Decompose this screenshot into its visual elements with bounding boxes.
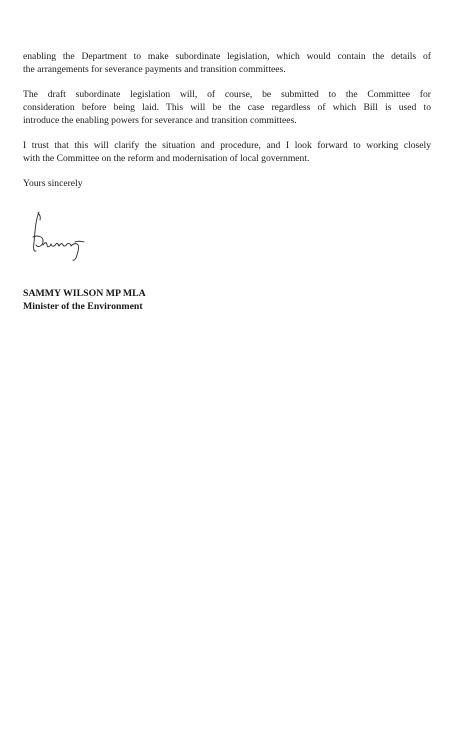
paragraph-line: enabling the Department to make subordinate legislation, which would contain the details of	[23, 51, 431, 62]
signature-block	[23, 288, 146, 313]
paragraph-line: consideration before being laid. This will be the case regardless of which Bill is used to	[23, 102, 431, 113]
signatory-name: SAMMY WILSON MP MLA	[23, 288, 146, 299]
paragraph-line: the arrangements for severance payments and transition committees.	[23, 64, 286, 75]
paragraph-draft-legislation	[23, 88, 431, 127]
paragraph-line: The draft subordinate legislation will, of course, be submitted to the Committee for	[23, 89, 431, 100]
handwritten-signature	[29, 209, 93, 265]
letter-body	[23, 50, 431, 190]
paragraph-line: introduce the enabling powers for severance and transition committees.	[23, 115, 297, 126]
closing-salutation: Yours sincerely	[23, 178, 83, 189]
paragraph-line: I trust that this will clarify the situation and procedure, and I look forward to working closely	[23, 140, 431, 151]
signatory-title: Minister of the Environment	[23, 300, 143, 312]
paragraph-line: with the Committee on the reform and modernisation of local government.	[23, 153, 310, 164]
paragraph-enabling	[23, 50, 431, 76]
paragraph-closing-remarks	[23, 139, 431, 165]
